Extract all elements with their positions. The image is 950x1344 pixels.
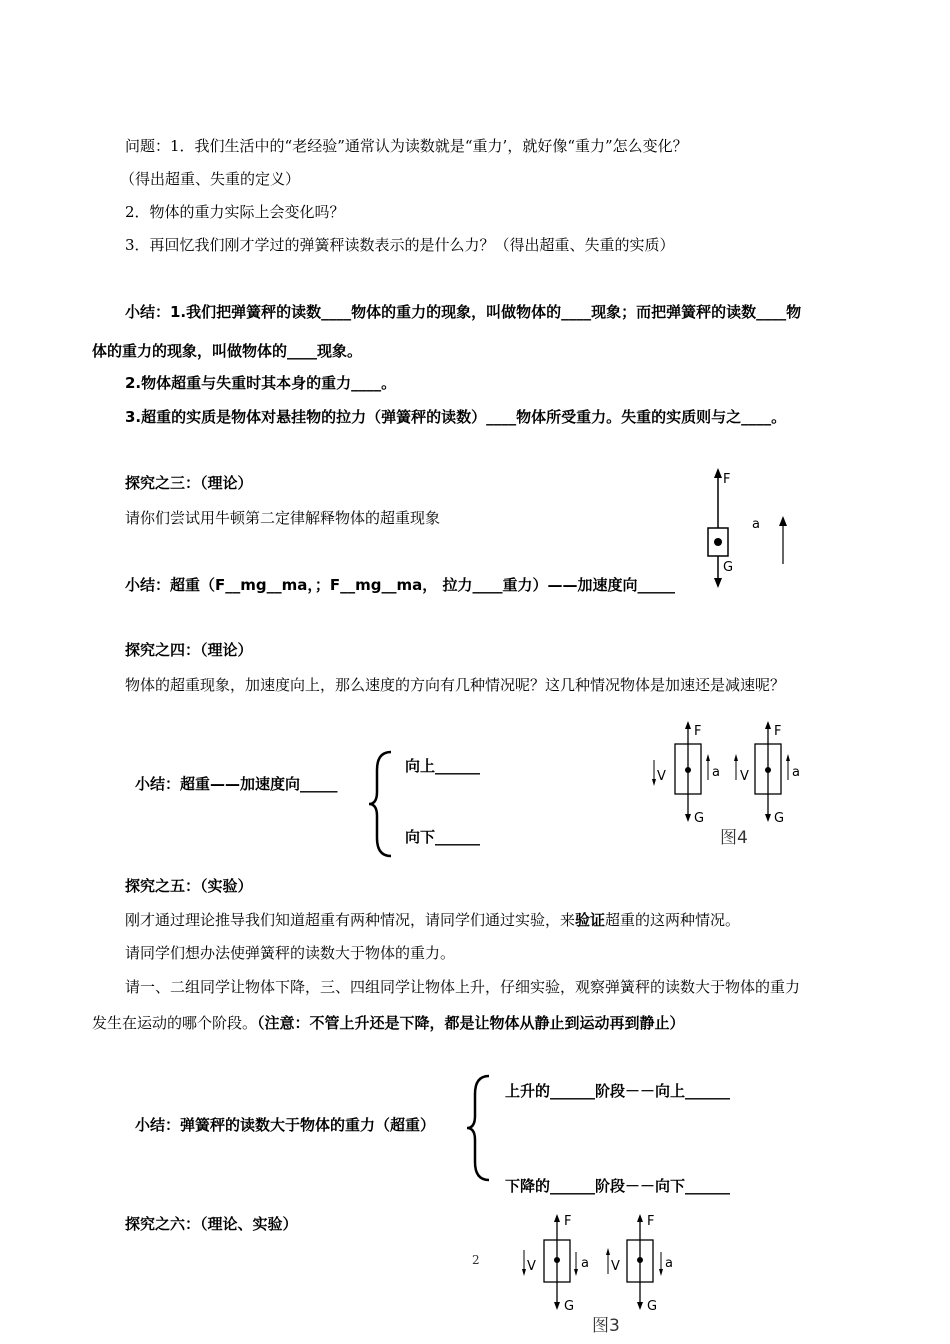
summary-2: 2.物体超重与失重时其本身的重力____。 — [125, 374, 397, 392]
explore-5-para-3: 请一、二组同学让物体下降，三、四组同学让物体上升，仔细实验，观察弹簧秤的读数大于物体的重力 — [125, 978, 801, 996]
accel-label-a: a — [752, 517, 760, 532]
fig4-label-g1: G — [694, 811, 705, 826]
force-label-f: F — [723, 472, 731, 487]
fig4-label-a1: a — [712, 765, 720, 780]
explore-5-down: 下降的______阶段－－向下______ — [505, 1177, 731, 1195]
summary-1-line-1: 小结：1.我们把弹簧秤的读数____物体的重力的现象，叫做物体的____现象；而把弹簧秤的读数____物 — [125, 303, 802, 321]
summary-1-line-2: 体的重力的现象，叫做物体的____现象。 — [92, 342, 363, 360]
force-diagram-explore-3 — [690, 468, 810, 588]
fig4-label-g2: G — [774, 811, 785, 826]
fig4-label-v2: V — [740, 769, 749, 784]
explore-3-title: 探究之三：（理论） — [125, 474, 253, 492]
explore-4-down: 向下______ — [405, 828, 481, 846]
explore-5-para-1-end: 超重的这两种情况。 — [605, 911, 741, 929]
explore-4-text: 物体的超重现象，加速度向上，那么速度的方向有几种情况呢？这几种情况物体是加速还是减速呢？ — [125, 676, 786, 694]
fig4-label-f2: F — [774, 724, 782, 739]
explore-6-title: 探究之六：（理论、实验） — [125, 1215, 298, 1233]
question-1-note: （得出超重、失重的定义） — [120, 170, 301, 188]
explore-5-para-4-note: （注意：不管上升还是下降，都是让物体从静止到运动再到静止） — [257, 1014, 685, 1032]
explore-5-para-1-start: 刚才通过理论推导我们知道超重有两种情况，请同学们通过实验，来 — [125, 911, 576, 929]
question-2: 2．物体的重力实际上会变化吗？ — [125, 203, 345, 221]
fig3-label-f2: F — [647, 1214, 655, 1229]
figure-3-caption: 图3 — [592, 1316, 620, 1336]
force-label-g: G — [723, 560, 734, 575]
explore-5-title: 探究之五：（实验） — [125, 877, 253, 895]
question-1: 问题：1．我们生活中的“老经验”通常认为读数就是“重力’，就好像“重力”怎么变化？ — [125, 137, 688, 155]
fig4-label-v1: V — [657, 769, 666, 784]
explore-5-para-2: 请同学们想办法使弹簧秤的读数大于物体的重力。 — [125, 944, 456, 962]
fig3-label-v2: V — [611, 1259, 620, 1274]
explore-5-up: 上升的______阶段－－向上______ — [505, 1082, 731, 1100]
explore-5-para-4 — [92, 1013, 685, 1033]
brace-explore-5 — [465, 1074, 495, 1184]
explore-3-text: 请你们尝试用牛顿第二定律解释物体的超重现象 — [125, 509, 441, 527]
fig3-label-g2: G — [647, 1299, 658, 1314]
explore-5-para-4-start: 发生在运动的哪个阶段。 — [92, 1014, 258, 1032]
explore-4-summary: 小结：超重——加速度向_____ — [135, 775, 338, 793]
explore-5-summary: 小结：弹簧秤的读数大于物体的重力（超重） — [135, 1116, 436, 1134]
page-number: 2 — [472, 1253, 480, 1267]
figure-4-diagram — [650, 720, 830, 830]
fig3-label-f1: F — [564, 1214, 572, 1229]
fig3-label-g1: G — [564, 1299, 575, 1314]
fig4-label-f1: F — [694, 724, 702, 739]
explore-4-up: 向上______ — [405, 757, 481, 775]
fig4-label-a2: a — [792, 765, 800, 780]
explore-4-title: 探究之四：（理论） — [125, 641, 253, 659]
brace-explore-4 — [367, 750, 397, 860]
fig3-label-a2: a — [665, 1256, 673, 1271]
question-3: 3．再回忆我们刚才学过的弹簧秤读数表示的是什么力？（得出超重、失重的实质） — [125, 236, 675, 254]
fig3-label-v1: V — [527, 1259, 536, 1274]
summary-3: 3.超重的实质是物体对悬挂物的拉力（弹簧秤的读数）____物体所受重力。失重的实质则与之____。 — [125, 408, 787, 426]
explore-3-summary: 小结：超重（F__mg__ma，；F__mg__ma， 拉力____重力）——加速度向_____ — [125, 576, 675, 594]
explore-5-para-1 — [125, 910, 740, 930]
explore-5-para-1-emph: 验证 — [575, 911, 606, 929]
figure-3-diagram — [515, 1212, 685, 1312]
fig3-label-a1: a — [581, 1256, 589, 1271]
figure-4-caption: 图4 — [720, 828, 748, 848]
